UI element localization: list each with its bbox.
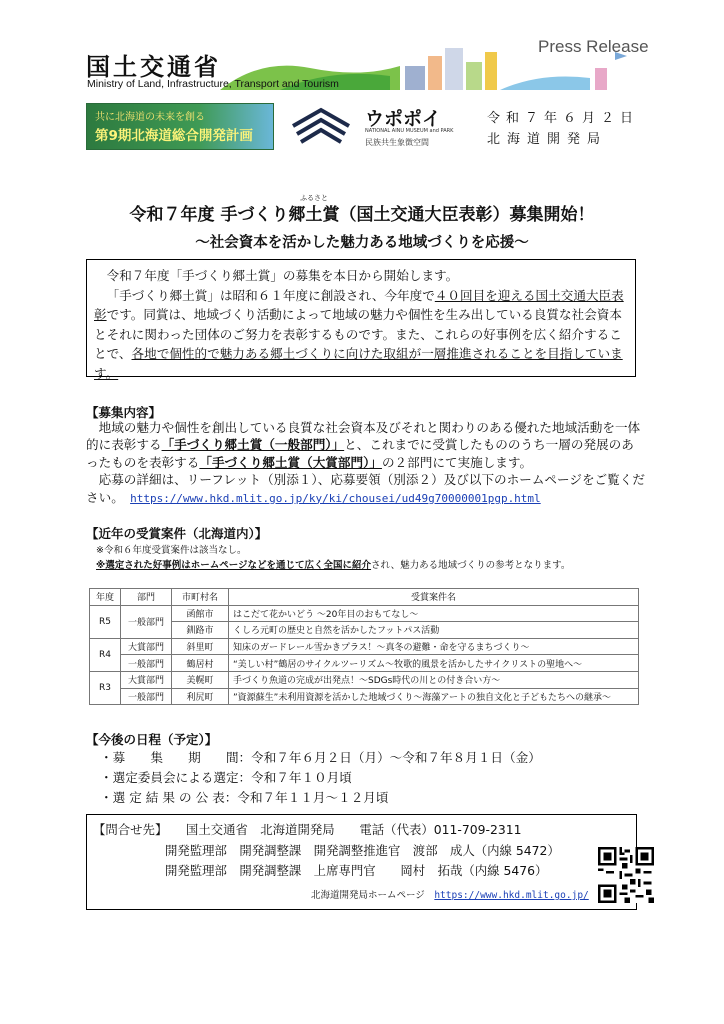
schedule-heading: 【今後の日程（予定）】 — [86, 732, 218, 747]
cell-city: 利尻町 — [172, 688, 229, 705]
upopoy-name: ウポポイ — [365, 108, 442, 130]
table-row — [90, 671, 639, 688]
contact-box — [86, 814, 637, 910]
schedule-item: ・選定委員会による選定：令和７年１０月頃 — [100, 770, 352, 785]
homepage-link[interactable]: https://www.hkd.mlit.go.jp/ — [434, 890, 589, 901]
cell-city: 釧路市 — [172, 622, 229, 639]
recruit-text: 地域の魅力や個性を創出している良質な社会資本及びそれと関わりのある優れた地域活動を一体的に表彰する — [86, 420, 641, 453]
summary-highlight: 各地で個性的で魅力ある郷土づくりに向けた取組が一層推進されることを目指しています。 — [94, 346, 623, 381]
table-header-row — [90, 589, 639, 606]
development-plan-banner — [86, 103, 274, 150]
awards-table — [89, 588, 639, 705]
upopoy-logo-icon — [289, 106, 353, 146]
schedule-item: ・募 集 期 間：令和７年６月２日（月）～令和７年８月１日（金） — [100, 750, 541, 765]
cell-year: R3 — [90, 671, 121, 704]
cell-award: ”資源蘇生”未利用資源を活かした地域づくり～海藻アートの独自文化と子どもたちへの継承～ — [229, 688, 639, 705]
contact-main: 【問合せ先】 国土交通省 北海道開発局 電話（代表）011-709-2311 — [93, 822, 522, 837]
banner-tagline: 共に北海道の未来を創る — [95, 112, 205, 123]
summary-paragraph-1: 令和７年度「手づくり郷土賞」の募集を本日から開始します。 — [106, 268, 459, 283]
cell-award: くしろ元町の歴史と自然を活かしたフットパス活動 — [229, 622, 639, 639]
cell-city: 函館市 — [172, 605, 229, 622]
table-row — [90, 688, 639, 705]
cell-dept: 一般部門 — [121, 688, 172, 705]
qr-code-icon[interactable] — [598, 847, 654, 903]
recent-note-1: ※令和６年度受賞案件は該当なし。 — [96, 545, 247, 556]
summary-text: 「手づくり郷土賞」は昭和６１年度に創設され、今年度で — [106, 287, 435, 303]
cell-dept: 大賞部門 — [121, 671, 172, 688]
cell-city: 鶴居村 — [172, 655, 229, 672]
recent-note-2 — [96, 557, 570, 571]
recruit-heading: 【募集内容】 — [86, 405, 162, 420]
cell-award: 知床のガードレール雪かきプラス！～真冬の避難・命を守るまちづくり～ — [229, 638, 639, 655]
grand-prize-category: 「手づくり郷土賞（大賞部門）」 — [199, 454, 382, 470]
ministry-logo-text: 国土交通省 — [86, 52, 221, 81]
contact-person-1: 開発監理部 開発調整課 開発調整推進官 渡部 成人（内線 5472） — [165, 843, 560, 858]
note-highlight: ※選定された好事例はホームページなどを通じて広く全国に紹介 — [96, 560, 372, 571]
page-title: 令和７年度 手づくり郷土賞（国土交通大臣表彰）募集開始！ — [129, 205, 595, 225]
schedule-item: ・選 定 結 果 の 公 表：令和７年１１月～１２月頃 — [100, 790, 389, 805]
recruit-text: と、これまでに受賞したもののうち一層の発展のあったものを表彰する — [86, 437, 634, 470]
homepage-label: 北海道開発局ホームページ — [311, 890, 425, 901]
cell-dept: 大賞部門 — [121, 638, 172, 655]
cell-award: “美しい村”鶴居のサイクルツーリズム～牧歌的風景を活かしたサイクリストの聖地へ～ — [229, 655, 639, 672]
issuing-bureau: 北海道開発局 — [487, 132, 608, 147]
homepage-line — [311, 887, 589, 901]
cell-dept: 一般部門 — [121, 655, 172, 672]
summary-paragraph-2 — [94, 286, 628, 384]
page-subtitle: ～社会資本を活かした魅力ある地域づくりを応援～ — [195, 235, 529, 251]
table-row — [90, 655, 639, 672]
cell-year: R5 — [90, 605, 121, 638]
col-award: 受賞案件名 — [229, 589, 639, 606]
col-dept: 部門 — [121, 589, 172, 606]
recruit-body — [86, 419, 646, 507]
cell-city: 斜里町 — [172, 638, 229, 655]
recruit-text: の２部門にて実施します。 — [381, 454, 533, 470]
ministry-english-name: Ministry of Land, Infrastructure, Transport and Tourism — [87, 78, 339, 90]
release-date: 令和７年６月２日 — [487, 111, 640, 126]
cell-city: 美幌町 — [172, 671, 229, 688]
cell-award: 手づくり魚道の完成が出発点！～SDGs時代の川との付き合い方～ — [229, 671, 639, 688]
cell-award: はこだて花かいどう ～20年目のおもてなし～ — [229, 605, 639, 622]
cell-dept: 一般部門 — [121, 605, 172, 638]
col-year: 年度 — [90, 589, 121, 606]
press-release-label: Press Release — [538, 37, 649, 56]
contact-person-2: 開発監理部 開発調整課 上席専門官 岡村 拓哉（内線 5476） — [165, 863, 548, 878]
summary-text: です。同賞は、地域づくり活動によって地域の魅力や個性を生み出している良質な社会資本とそれに関わった団体のご努力を表彰するものです。また、これらの好事例を広く紹介することで、 — [94, 307, 622, 362]
recruit-details: 応募の詳細は、リーフレット（別添１）、応募要領（別添２）及び以下のホームページをご覧ください。 — [86, 472, 645, 505]
schedule-list — [100, 748, 541, 808]
banner-title: 第9期北海道総合開発計画 — [95, 128, 253, 144]
table-row — [90, 638, 639, 655]
summary-box — [86, 259, 636, 381]
table-row — [90, 605, 639, 622]
table-row — [90, 622, 639, 639]
upopoy-subtitle-en: NATIONAL AINU MUSEUM and PARK — [365, 128, 454, 134]
upopoy-subtitle-jp: 民族共生象徴空間 — [365, 138, 429, 147]
title-ruby: ふるさと — [300, 194, 328, 202]
general-category: 「手づくり郷土賞（一般部門）」 — [161, 437, 345, 453]
cell-year: R4 — [90, 638, 121, 671]
note-text: され、魅力ある地域づくりの参考となります。 — [371, 560, 571, 571]
summary-highlight: ４０回目を迎える国土交通大臣表彰 — [94, 287, 624, 323]
col-city: 市町村名 — [172, 589, 229, 606]
recruit-url-link[interactable]: https://www.hkd.mlit.go.jp/ky/ki/chousei/ud49g70000001pgp.html — [130, 491, 541, 505]
recent-heading: 【近年の受賞案件（北海道内）】 — [86, 526, 268, 541]
